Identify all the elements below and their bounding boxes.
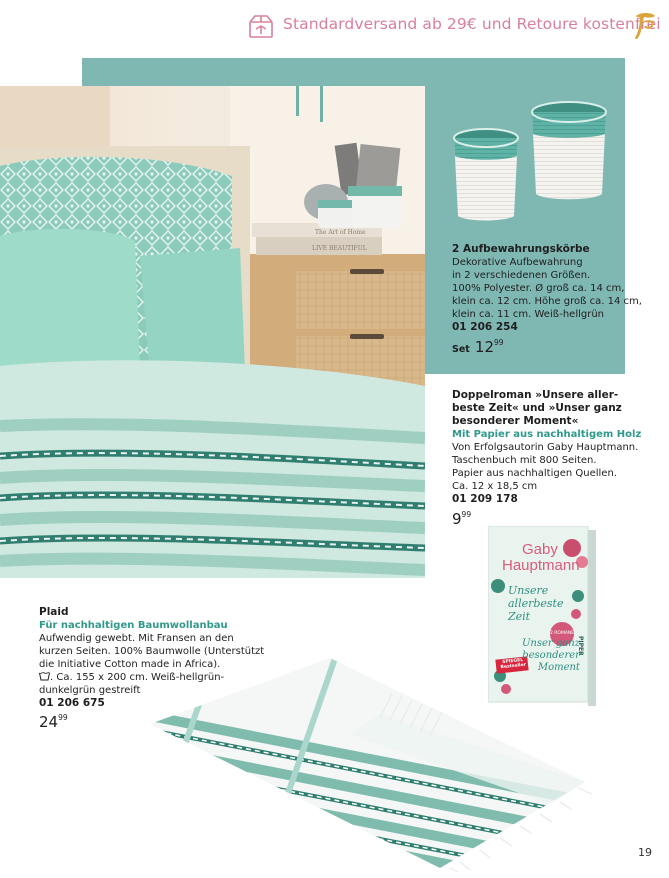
baskets-product-info [452, 243, 642, 356]
plaid-blanket-image [140, 654, 600, 874]
price-main: 12 [474, 338, 495, 356]
price-prefix: Set [452, 344, 470, 355]
book-cover-title1-line: Zeit [508, 610, 531, 623]
bedroom-photo [0, 86, 425, 578]
book-cover-title2-line: Moment [537, 662, 580, 673]
page-header [0, 0, 669, 56]
price-main: 24 [39, 713, 59, 731]
photo-book-spine-2: LIVE BEAUTIFUL [312, 245, 367, 252]
book-cover-title1-line: Unsere [508, 584, 549, 597]
page-number: 19 [638, 846, 652, 859]
price-main: 9 [452, 510, 462, 528]
price-cents: 99 [461, 510, 472, 519]
book-product-info [452, 389, 641, 528]
plaid-desc-line: die Initiative Cotton made in Africa). [39, 659, 221, 670]
plaid-title: Plaid [39, 606, 69, 618]
baskets-desc-line: 100% Polyester. Ø groß ca. 14 cm, [452, 283, 625, 294]
book-title-line: besonderer Moment« [452, 415, 579, 427]
baskets-desc-line: klein ca. 11 cm. Weiß-hellgrün [452, 309, 605, 320]
plaid-desc-line: kurzen Seiten. 100% Baumwolle (Unterstützt [39, 646, 265, 657]
book-subtitle: Mit Papier aus nachhaltigem Holz [452, 429, 642, 440]
plaid-care-text: . Ca. 155 x 200 cm. Weiß-hellgrün- [50, 672, 225, 683]
package-icon [246, 11, 276, 41]
book-cover-publisher: PIPER [577, 636, 584, 656]
book-cover-title2-line: Unser ganz [522, 638, 580, 649]
plaid-article-number: 01 206 675 [39, 697, 105, 709]
book-article-number: 01 209 178 [452, 493, 518, 505]
plaid-desc-line: Aufwendig gewebt. Mit Fransen an den [39, 633, 234, 644]
book-cover-sticker: SPIEGEL Bestseller [500, 657, 527, 671]
book-desc-line: Von Erfolgsautorin Gaby Hauptmann. [452, 442, 639, 453]
baskets-desc-line: klein ca. 12 cm. Höhe groß ca. 14 cm, [452, 296, 642, 307]
book-cover-title1-line: allerbeste [508, 597, 564, 610]
book-title-line: Doppelroman »Unsere aller- [452, 389, 619, 401]
book-cover-badge: 2 ROMANE [550, 622, 574, 646]
baskets-title: 2 Aufbewahrungskörbe [452, 243, 590, 255]
book-title-line: beste Zeit« und »Unser ganz [452, 402, 622, 414]
baskets-price [452, 337, 642, 356]
plaid-care-line-2: dunkelgrün gestreift [39, 685, 141, 696]
book-cover-author-last: Hauptmann [502, 557, 580, 574]
baskets-desc-line: Dekorative Aufbewahrung [452, 257, 583, 268]
book-cover-author-first: Gaby [522, 541, 558, 558]
washing-icon [39, 672, 50, 681]
photo-book-spine-1: The Art of Home [315, 229, 366, 236]
baskets-article-number: 01 206 254 [452, 321, 518, 333]
plaid-subtitle: Für nachhaltigen Baumwollanbau [39, 620, 228, 631]
price-cents: 99 [494, 338, 504, 347]
book-desc-line: Ca. 12 x 18,5 cm [452, 481, 538, 492]
price-cents: 99 [58, 713, 68, 722]
book-desc-line: Taschenbuch mit 800 Seiten. [452, 455, 597, 466]
baskets-desc-line: in 2 verschiedenen Größen. [452, 270, 591, 281]
book-cover-title2-line: besonderer [522, 650, 580, 661]
brand-logo-icon [630, 10, 658, 42]
shipping-info: Standardversand ab 29€ und Retoure kostenfrei [283, 15, 661, 33]
storage-baskets-image [446, 98, 612, 228]
book-desc-line: Papier aus nachhaltigen Quellen. [452, 468, 617, 479]
